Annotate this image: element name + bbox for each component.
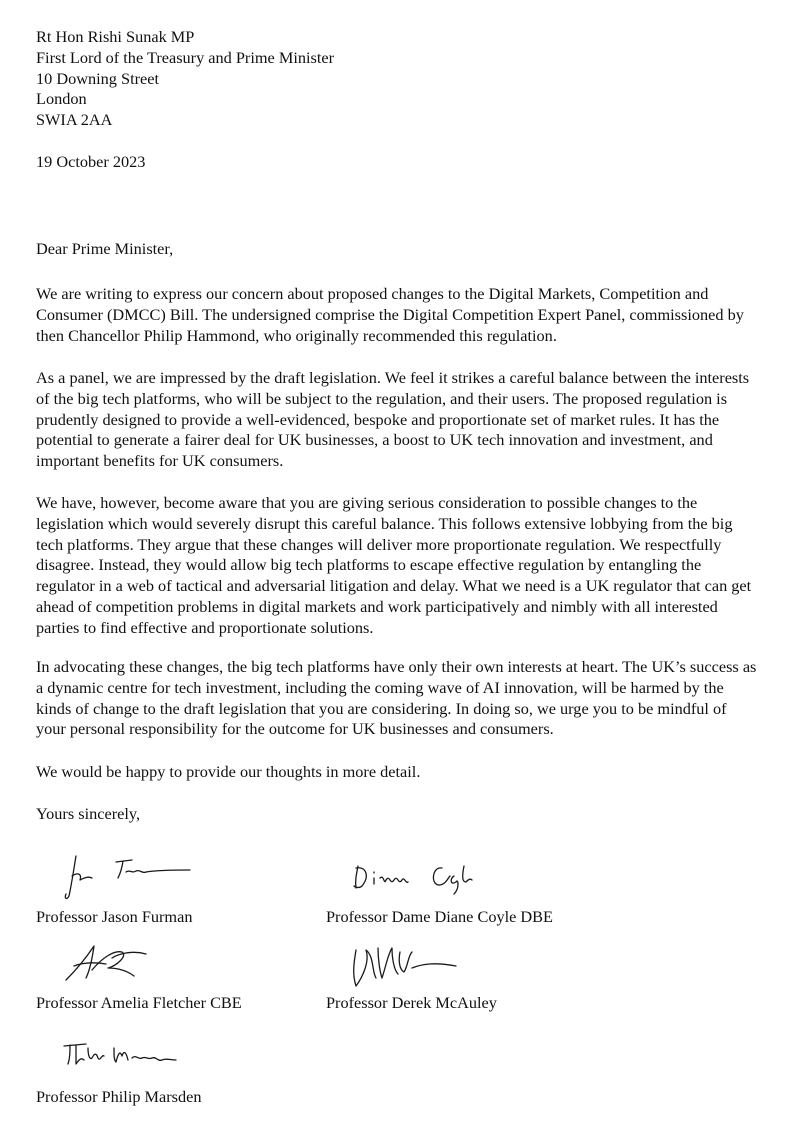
recipient-address xyxy=(36,27,334,131)
signatory-name: Professor Amelia Fletcher CBE xyxy=(36,993,242,1012)
recipient-line: SWIA 2AA xyxy=(36,110,113,130)
signatory-name: Professor Jason Furman xyxy=(36,907,193,926)
closing: Yours sincerely, xyxy=(36,804,141,823)
signatory-name: Professor Derek McAuley xyxy=(326,993,497,1012)
signature-coyle xyxy=(350,858,480,898)
signatory-name: Professor Dame Diane Coyle DBE xyxy=(326,907,553,926)
body-paragraph: In advocating these changes, the big tech platforms have only their own interests at heart. The UK’s success as a dynamic centre for tech investment, including the coming wave of AI innovation, will be harmed by the kinds of change to the draft legislation that you are considering. In doing so, we urge you to be mindful of your personal responsibility for the outcome for UK businesses and consumers. xyxy=(36,657,757,739)
body-paragraph: We are writing to express our concern about proposed changes to the Digital Markets, Competition and Consumer (DMCC) Bill. The undersigned comprise the Digital Competition Expert Panel, commissioned by then Chancellor Philip Hammond, who originally recommended this regulation. xyxy=(36,284,744,345)
letter-date: 19 October 2023 xyxy=(36,152,146,171)
recipient-line: Rt Hon Rishi Sunak MP xyxy=(36,27,195,46)
signature-mcauley xyxy=(348,942,463,992)
recipient-line: First Lord of the Treasury and Prime Minister xyxy=(36,47,335,67)
body-paragraph: We would be happy to provide our thoughts in more detail. xyxy=(36,762,421,781)
recipient-line: 10 Downing Street xyxy=(36,68,159,88)
signature-marsden xyxy=(62,1040,187,1070)
signature-fletcher xyxy=(62,940,172,985)
recipient-line: London xyxy=(36,89,87,109)
body-paragraph: We have, however, become aware that you are giving serious consideration to possible changes to the legislation which would severely disrupt this careful balance. This follows extensive lobbying from the big tech platforms. They argue that these changes will deliver more proportionate regulation. We respectfully disagree. Instead, they would allow big tech platforms to escape effective regulation by entangling the regulator in a web of tactical and adversarial litigation and delay. What we need is a UK regulator that can get ahead of competition problems in digital markets and work participatively and nimbly with all interested parties to find effective and proportionate solutions. xyxy=(36,493,752,637)
signatory-name: Professor Philip Marsden xyxy=(36,1087,202,1106)
body-paragraph: As a panel, we are impressed by the draft legislation. We feel it strikes a careful balance between the interests of the big tech platforms, who will be subject to the regulation, and their users. The proposed regulation is prudently designed to provide a well-evidenced, bespoke and proportionate set of market rules. It has the potential to generate a fairer deal for UK businesses, a boost to UK tech innovation and investment, and important benefits for UK consumers. xyxy=(36,368,750,471)
signature-furman xyxy=(60,852,195,902)
salutation: Dear Prime Minister, xyxy=(36,239,174,258)
